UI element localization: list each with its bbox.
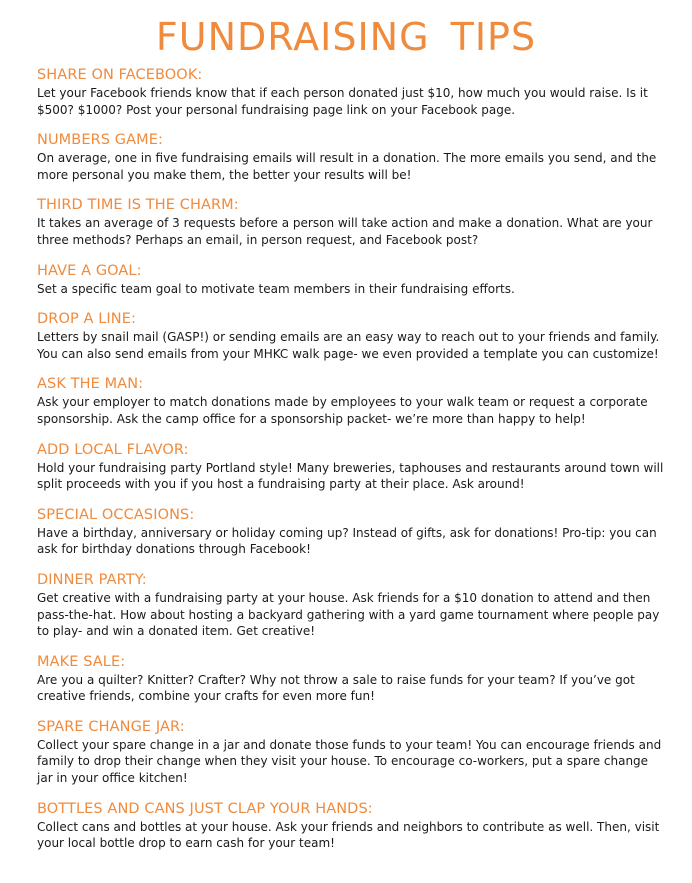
tip-share-on-facebook [37, 66, 667, 118]
tip-body: Let your Facebook friends know that if each person donated just $10, how much you would raise. Is it $500? $1000? Post your personal fundraising page link on your Facebook page. [37, 86, 648, 117]
tip-heading: DINNER PARTY: [37, 571, 147, 588]
tip-body: Ask your employer to match donations made by employees to your walk team or request a corporate sponsorship. Ask the camp office for a sponsorship packet- we’re more than happy to help! [37, 395, 648, 426]
tip-bottles-and-cans [37, 800, 667, 852]
tip-heading: NUMBERS GAME: [37, 132, 163, 149]
tip-body: Are you a quilter? Knitter? Crafter? Why not throw a sale to raise funds for your team? If you’ve got creative friends, combine your crafts for even more fun! [37, 672, 635, 704]
tip-heading: DROP A LINE: [37, 311, 136, 328]
tip-dinner-party [37, 571, 667, 640]
tip-body: Letters by snail mail (GASP!) or sending emails are an easy way to reach out to your friends and family. You can also send emails from your MHKC walk page- we even provided a template you can customize! [37, 330, 660, 361]
tip-make-sale [37, 653, 667, 705]
tip-third-time-is-the-charm [37, 196, 667, 248]
tip-body: Get creative with a fundraising party at your house. Ask friends for a $10 donation to attend and then pass-the-hat. How about hosting a backyard gathering with a yard game tournament where people pay to play- and win a donated item. Get creative! [37, 590, 660, 639]
tip-heading: THIRD TIME IS THE CHARM: [37, 197, 239, 214]
tip-add-local-flavor [37, 441, 667, 493]
tip-heading: MAKE SALE: [37, 653, 126, 670]
tip-body: Set a specific team goal to motivate team members in their fundraising efforts. [37, 281, 515, 296]
tip-ask-the-man [37, 375, 667, 427]
tip-body: Have a birthday, anniversary or holiday coming up? Instead of gifts, ask for donations! Pro-tip: you can ask for birthday donations through Facebook! [37, 525, 657, 557]
tip-heading: SPECIAL OCCASIONS: [37, 506, 195, 523]
tip-heading: ADD LOCAL FLAVOR: [37, 441, 189, 458]
tip-have-a-goal [37, 262, 667, 298]
tip-heading: HAVE A GOAL: [37, 262, 142, 279]
tip-heading: SPARE CHANGE JAR: [37, 718, 185, 735]
tip-body: Collect cans and bottles at your house. Ask your friends and neighbors to contribute as well. Then, visit your local bottle drop to earn cash for your team! [37, 819, 660, 851]
tip-body: On average, one in five fundraising emails will result in a donation. The more emails you send, and the more personal you make them, the better your results will be! [37, 151, 657, 182]
tip-body: Hold your fundraising party Portland style! Many breweries, taphouses and restaurants around town will split proceeds with you if you host a fundraising party at their place. Ask around! [37, 460, 664, 492]
tip-heading: ASK THE MAN: [37, 376, 144, 393]
tip-numbers-game [37, 131, 667, 183]
tip-spare-change-jar [37, 718, 667, 787]
tip-drop-a-line [37, 310, 667, 362]
tip-body: Collect your spare change in a jar and donate those funds to your team! You can encourage friends and family to drop their change when they visit your house. To encourage co-workers, put a spare change jar in your office kitchen! [37, 737, 662, 786]
tip-heading: BOTTLES AND CANS JUST CLAP YOUR HANDS: [37, 800, 373, 817]
tip-body: It takes an average of 3 requests before a person will take action and make a donation. What are your three methods? Perhaps an email, in person request, and Facebook post? [37, 216, 653, 247]
tips-list [37, 66, 667, 865]
page-title: FUNDRAISING TIPS [155, 15, 537, 59]
tip-heading: SHARE ON FACEBOOK: [37, 67, 203, 83]
tip-special-occasions [37, 506, 667, 558]
